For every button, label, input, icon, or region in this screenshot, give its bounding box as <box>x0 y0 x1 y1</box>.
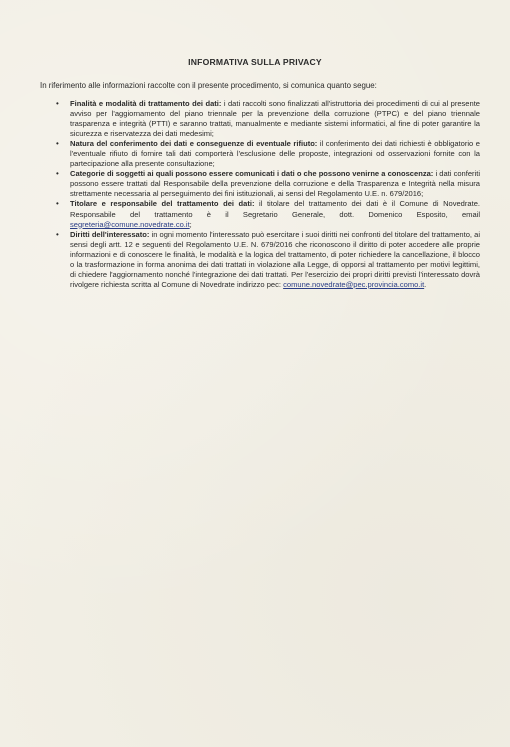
bullet-icon: • <box>56 169 59 179</box>
item-text: in ogni momento l'interessato può esercitare i suoi diritti nei confronti del titolare del trattamento, ai sensi degli artt. 12 e seguenti del Regolamento U.E. N. 679/2016 che riconoscono il diritto di poter accedere alle proprie informazioni e di conoscere le finalità, le modalità e la logica del trattamento, di poter richiedere la cancellazione, il blocco o la trasformazione in forma anonima dei dati trattati in violazione alla Legge, di opporsi al trattamento per motivi legittimi, di chiedere l'aggiornamento nonché l'integrazione dei dati trattati. Per l'esercizio dei propri diritti previsti l'interessato dovrà rivolgere richiesta scritta al Comune di Novedrate indirizzo pec: <box>70 229 481 289</box>
item-heading: Finalità e modalità di trattamento dei dati: <box>70 99 222 108</box>
list-item-titolare <box>48 199 480 229</box>
item-text: i dati conferiti possono essere trattati dal Responsabile della prevenzione della corruzione e della Trasparenza e Integrità nella misura strettamente necessaria al perseguimento dei fini istituzionali, ai sensi del Regolamento U.E. n. 679/2016; <box>70 169 480 199</box>
pec-link[interactable]: comune.novedrate@pec.provincia.como.it <box>283 279 425 289</box>
bullet-icon: • <box>56 139 59 149</box>
list-item-finalita <box>48 99 480 139</box>
list-item-natura <box>48 139 480 169</box>
item-text: il conferimento dei dati richiesti è obbligatorio e l'eventuale rifiuto di fornire tali dati comporterà l'esclusione delle proposte, integrazioni od osservazioni fornite con la partecipazione alla presente consultazione; <box>70 139 480 169</box>
item-text: i dati raccolti sono finalizzati all'istruttoria dei procedimenti di cui al presente avviso per l'aggiornamento del piano triennale per la prevenzione della corruzione (PTPC) e del piano triennale trasparenza e integrità (PTTI) e saranno trattati, manualmente e mediante sistemi informatici, al fine di poter garantire la sicurezza e riservatezza dei dati medesimi; <box>70 99 480 139</box>
item-tail: . <box>424 279 427 289</box>
bullet-icon: • <box>56 229 59 239</box>
document-title: INFORMATIVA SULLA PRIVACY <box>188 57 322 67</box>
item-heading: Titolare e responsabile del trattamento dei dati: <box>70 199 255 209</box>
intro-paragraph: In riferimento alle informazioni raccolte con il presente procedimento, si comunica quanto segue: <box>40 81 377 90</box>
item-text: il titolare del trattamento dei dati è il Comune di Novedrate. Responsabile del trattamento è il Segretario Generale, dott. Domenico Esposito, email <box>70 199 480 219</box>
item-heading: Categorie di soggetti ai quali possono essere comunicati i dati o che possono venirne a conoscenza: <box>70 169 434 179</box>
item-heading: Diritti dell'interessato: <box>70 229 150 239</box>
item-tail: ; <box>189 219 192 229</box>
bullet-icon: • <box>56 199 59 209</box>
list-item-categorie <box>48 169 480 199</box>
item-heading: Natura del conferimento dei dati e conseguenze di eventuale rifiuto: <box>70 139 318 149</box>
list-item-diritti <box>48 230 480 290</box>
privacy-items-list <box>48 99 480 290</box>
bullet-icon: • <box>56 99 59 108</box>
email-link[interactable]: segreteria@comune.novedrate.co.it <box>70 219 190 229</box>
